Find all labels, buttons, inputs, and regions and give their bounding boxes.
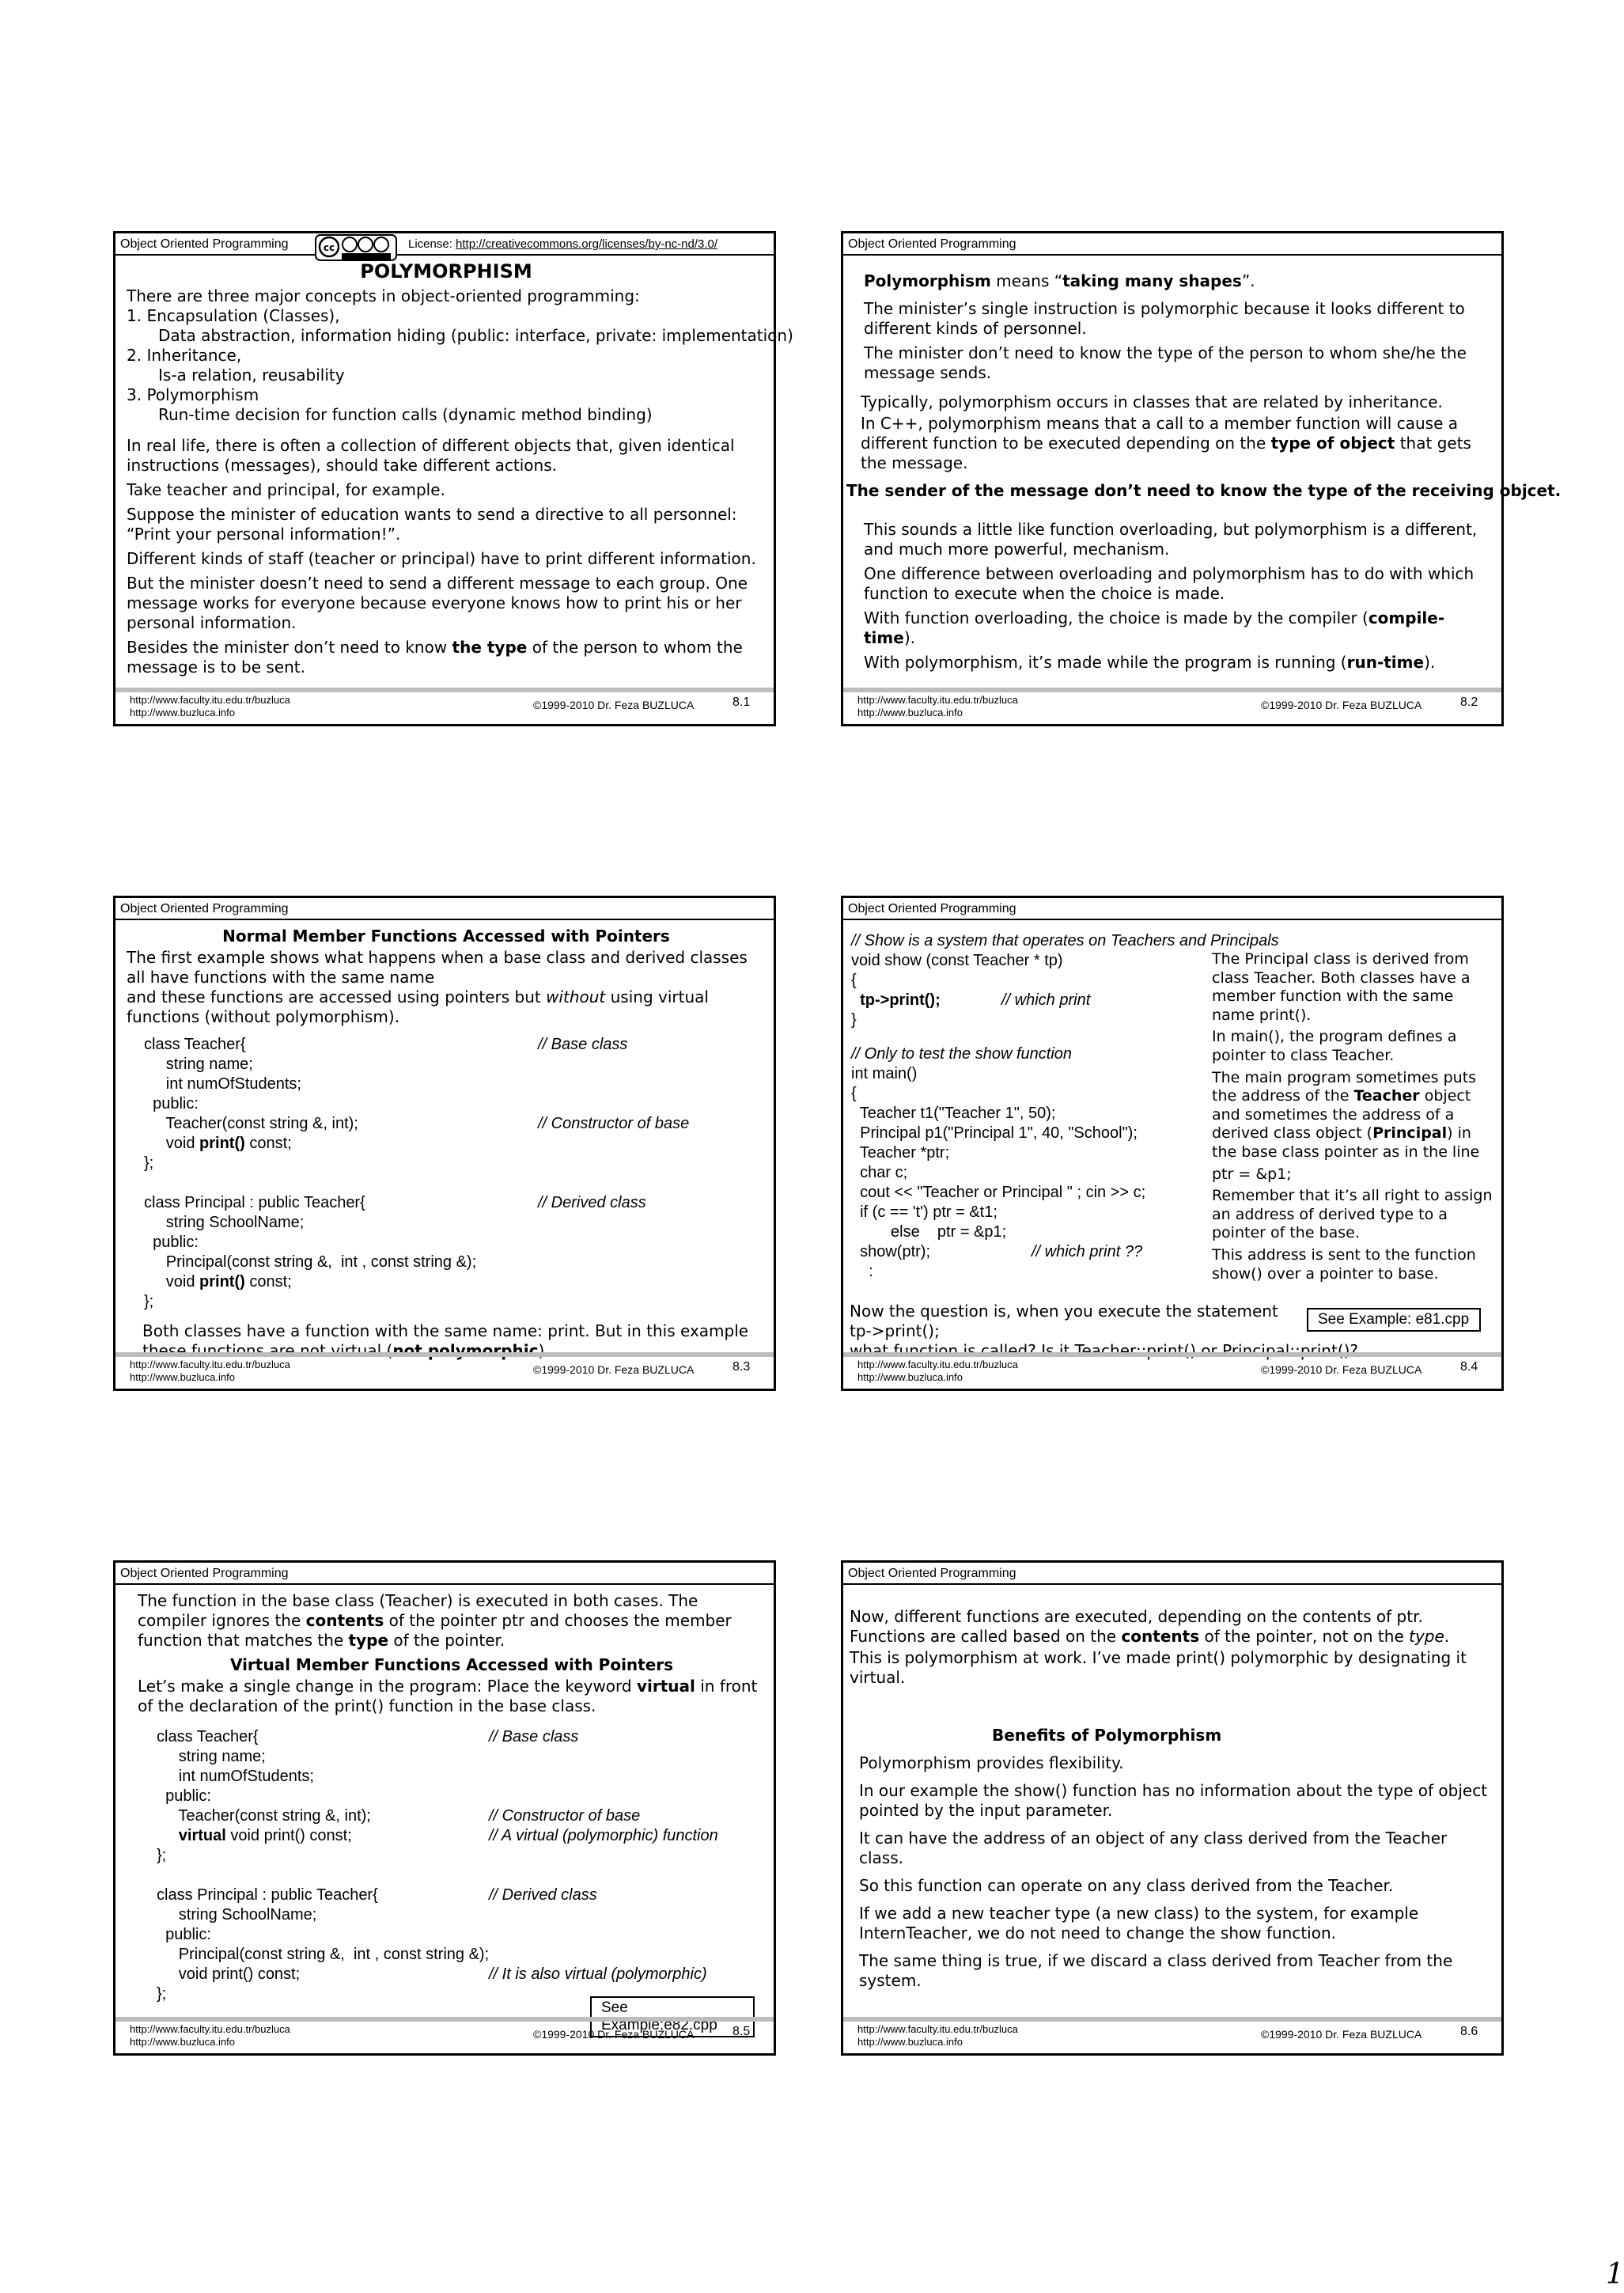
bold-text: taking many shapes: [1062, 271, 1242, 290]
code-line: [157, 1806, 766, 1826]
benefit-item: Polymorphism provides flexibility.: [859, 1753, 1124, 1772]
footer-link-site[interactable]: http://www.buzluca.info: [130, 1371, 235, 1383]
code-line: };: [157, 1847, 167, 1864]
slide-number: 8.2: [1460, 695, 1478, 709]
slide-footer: [115, 2017, 774, 2053]
text: Both classes have a function with the same name: print. But in this example these functions are not virtual (: [142, 1321, 749, 1360]
code-line: [851, 1242, 1215, 1262]
paragraph: Typically, polymorphism occurs in classes that are related by inheritance.: [861, 392, 1443, 411]
code-comment: // Base class: [538, 1036, 628, 1053]
footer-link-site[interactable]: http://www.buzluca.info: [857, 1371, 963, 1383]
slide-header: [115, 1563, 774, 1585]
slide-footer: [843, 2017, 1501, 2053]
code-line: {: [851, 1085, 857, 1102]
code-line: int numOfStudents;: [144, 1075, 301, 1093]
paragraph: [127, 987, 766, 1027]
code-line: int main(): [851, 1065, 918, 1082]
code-line: [851, 991, 1215, 1010]
slide-body: [127, 925, 766, 1366]
slide-header: [843, 898, 1501, 920]
code-comment: // Show is a system that operates on Teachers and Principals: [851, 932, 1279, 949]
paragraph: Remember that it’s all right to assign an address of derived type to a pointer of the base.: [1212, 1187, 1493, 1242]
slide-header: [843, 1563, 1501, 1585]
slide-8-4: [841, 896, 1504, 1391]
paragraph: In main(), the program defines a pointer to class Teacher.: [1212, 1028, 1457, 1064]
slide-footer: [115, 1352, 774, 1389]
footer-link-faculty[interactable]: http://www.faculty.itu.edu.tr/buzluca: [130, 2023, 290, 2035]
bold-text: type of object: [1270, 434, 1395, 453]
code-bold: print(): [199, 1135, 245, 1152]
text: With polymorphism, it’s made while the program is running (: [864, 653, 1347, 672]
benefit-item: If we add a new teacher type (a new class) to the system, for example InternTeacher, we do not need to change the show function.: [859, 1904, 1419, 1942]
text: object and sometimes the address of a derived class object (: [1212, 1087, 1471, 1143]
code-bold: tp->print();: [851, 991, 941, 1009]
concept-3: 3. Polymorphism: [127, 385, 259, 404]
code-line: [157, 1826, 766, 1846]
text: .: [1444, 1627, 1450, 1646]
concept-2: 2. Inheritance,: [127, 346, 242, 365]
bold-text: type: [348, 1631, 389, 1650]
text: ).: [538, 1341, 550, 1360]
slide-8-6: [841, 1560, 1504, 2056]
copyright: ©1999-2010 Dr. Feza BUZLUCA: [533, 1363, 695, 1376]
code-comment: // which print ??: [1032, 1243, 1143, 1260]
code-line: Teacher t1("Teacher 1", 50);: [851, 1105, 1056, 1122]
code-comment: // Only to test the show function: [851, 1045, 1073, 1063]
concept-2-detail: Is-a relation, reusability: [158, 366, 345, 385]
text: that gets the message.: [861, 434, 1471, 472]
code-comment: // It is also virtual (polymorphic): [489, 1965, 707, 1983]
paragraph: [127, 638, 766, 677]
italic-text: without: [546, 987, 606, 1006]
license: [408, 233, 717, 256]
code-line: char c;: [851, 1164, 908, 1181]
slide-8-5: [113, 1560, 776, 2056]
code-line: public:: [144, 1234, 199, 1251]
footer-link-site[interactable]: http://www.buzluca.info: [857, 2036, 963, 2048]
code-line: [157, 1727, 766, 1747]
concept-1-detail: Data abstraction, information hiding (public: interface, private: implementation): [158, 326, 793, 345]
slide-number: 8.6: [1460, 2025, 1478, 2038]
text: of the pointer ptr and chooses the member function that matches the: [138, 1611, 732, 1650]
code-text: Teacher(const string &, int);: [157, 1807, 371, 1825]
code-line: :: [851, 1263, 873, 1280]
slide-footer: [843, 1352, 1501, 1389]
header-text: Object Oriented Programming: [848, 237, 1016, 251]
text: Let’s make a single change in the program: Place the keyword: [138, 1677, 637, 1696]
code-line: string name;: [157, 1748, 266, 1765]
paragraph: [854, 414, 1493, 473]
license-label: License:: [408, 237, 452, 251]
slide-title: Normal Member Functions Accessed with Pointers: [222, 927, 670, 946]
paragraph: The first example shows what happens when a base class and derived classes all have functions with the same name: [127, 948, 748, 987]
text: In C++, polymorphism means that a call to a member function will cause a different function to be executed depending on the: [861, 414, 1458, 453]
slide-8-1: [113, 231, 793, 726]
paragraph: ptr = &p1;: [1212, 1165, 1292, 1183]
code-block: [157, 1727, 766, 2004]
paragraph: The Principal class is derived from class Teacher. Both classes have a member function with the same name print().: [1212, 950, 1471, 1024]
code-line: };: [144, 1293, 154, 1310]
text: means “: [990, 271, 1063, 290]
code-text: class Teacher{: [144, 1036, 246, 1053]
text: The main program sometimes puts the address of the: [1212, 1068, 1477, 1105]
slide-body: [138, 1591, 766, 2004]
paragraph: [138, 1677, 766, 1716]
slide-number: 8.3: [733, 1360, 751, 1374]
paragraph: [854, 608, 1493, 648]
footer-link-faculty[interactable]: http://www.faculty.itu.edu.tr/buzluca: [857, 1359, 1018, 1370]
footer-link-faculty[interactable]: http://www.faculty.itu.edu.tr/buzluca: [857, 2023, 1018, 2035]
code-comment: // Derived class: [489, 1886, 597, 1904]
text: With function overloading, the choice is made by the compiler (: [864, 608, 1368, 627]
footer-link-site[interactable]: http://www.buzluca.info: [130, 707, 235, 718]
code-line: }: [851, 1011, 857, 1029]
concept-3-detail: Run-time decision for function calls (dynamic method binding): [158, 405, 653, 424]
copyright: ©1999-2010 Dr. Feza BUZLUCA: [533, 2028, 695, 2041]
code-line: Principal(const string &, int , const string &);: [144, 1253, 477, 1271]
section-title: Virtual Member Functions Accessed with Pointers: [229, 1655, 674, 1674]
paragraph: But the minister doesn’t need to send a different message to each group. One message works for everyone because everyone knows how to print his or her personal information.: [127, 574, 748, 632]
copyright: ©1999-2010 Dr. Feza BUZLUCA: [1261, 2028, 1422, 2041]
text: using virtual functions (without polymorphism).: [127, 987, 709, 1026]
bold-text: contents: [1121, 1627, 1200, 1646]
benefit-item: In our example the show() function has no information about the type of object pointed by the input parameter.: [859, 1781, 1488, 1820]
text: ”.: [1241, 271, 1255, 290]
code-bold: print(): [199, 1273, 245, 1291]
paragraph: This sounds a little like function overloading, but polymorphism is a different, and much more powerful, mechanism.: [864, 520, 1478, 559]
copyright: ©1999-2010 Dr. Feza BUZLUCA: [1261, 1363, 1422, 1376]
example-reference: See Example: e81.cpp: [1307, 1308, 1481, 1332]
text: Besides the minister don’t need to know: [127, 638, 452, 657]
slide-number: 8.5: [733, 2025, 751, 2038]
bold-text: run-time: [1346, 653, 1425, 672]
code-comment: // Constructor of base: [489, 1807, 641, 1825]
bold-text: Teacher: [1353, 1087, 1420, 1105]
paragraph: The minister don’t need to know the type of the person to whom she/he the message sends.: [864, 343, 1467, 382]
bold-text: compile-time: [864, 608, 1445, 647]
key-statement: The sender of the message don’t need to know the type of the receiving objcet.: [846, 481, 1562, 500]
code-line: if (c == 't') ptr = &t1;: [851, 1203, 997, 1221]
example-reference: See Example:e82.cpp: [590, 1996, 755, 2037]
text: in front of the declaration of the print() function in the base class.: [138, 1677, 758, 1715]
svg-text:cc: cc: [323, 242, 335, 253]
paragraph: Take teacher and principal, for example.: [127, 480, 445, 499]
slide-body: [127, 260, 793, 682]
code-line: string SchoolName;: [144, 1214, 305, 1231]
code-text: Teacher(const string &, int);: [144, 1115, 358, 1132]
header-text: Object Oriented Programming: [848, 1567, 1016, 1580]
code-text: class Principal : public Teacher{: [144, 1194, 365, 1211]
paragraph: This address is sent to the function show() over a pointer to base.: [1212, 1245, 1476, 1283]
copyright: ©1999-2010 Dr. Feza BUZLUCA: [533, 699, 695, 711]
code-line: [157, 1886, 766, 1905]
question-text: what function is called? Is it Teacher::print() or Principal::print()?: [850, 1341, 1359, 1360]
paragraph: The minister’s single instruction is polymorphic because it looks different to different kinds of personnel.: [864, 299, 1465, 338]
footer-link-site[interactable]: http://www.buzluca.info: [130, 2036, 235, 2048]
code-comment: // A virtual (polymorphic) function: [489, 1827, 718, 1844]
slide-8-3: [113, 896, 776, 1391]
code-line: public:: [157, 1926, 211, 1943]
explanation-column: [1212, 950, 1498, 1287]
footer-link-faculty[interactable]: http://www.faculty.itu.edu.tr/buzluca: [130, 1359, 290, 1370]
header-text: Object Oriented Programming: [848, 902, 1016, 915]
code-line: string SchoolName;: [157, 1906, 317, 1923]
code-comment: // which print: [1001, 991, 1091, 1009]
benefit-item: The same thing is true, if we discard a class derived from Teacher from the system.: [859, 1951, 1453, 1990]
code-line: [144, 1134, 766, 1154]
paragraph: In real life, there is often a collection of different objects that, given identical instructions (messages), should take different actions.: [127, 436, 735, 475]
code-block: [851, 931, 1279, 1282]
bold-text: Polymorphism: [864, 271, 991, 290]
bold-text: virtual: [636, 1677, 695, 1696]
paragraph: Different kinds of staff (teacher or principal) have to print different information.: [127, 549, 756, 568]
paragraph: Suppose the minister of education wants to send a directive to all personnel: “Print your personal information!”.: [127, 505, 737, 544]
code-text: const;: [244, 1273, 292, 1291]
text: and these functions are accessed using pointers but: [127, 987, 547, 1006]
slide-header: [843, 233, 1501, 256]
bold-text: not polymorphic: [392, 1341, 539, 1360]
header-text: Object Oriented Programming: [120, 902, 289, 915]
code-text: show(ptr);: [851, 1243, 931, 1260]
code-line: [157, 1965, 766, 1984]
code-line: [144, 1272, 766, 1292]
slide-8-2: [841, 231, 1562, 726]
code-line: cout << "Teacher or Principal " ; cin >> c;: [851, 1184, 1146, 1201]
paragraph: One difference between overloading and polymorphism has to do with which function to execute when the choice is made.: [864, 564, 1474, 603]
code-line: Principal(const string &, int , const string &);: [157, 1946, 490, 1963]
text: ) in the base class pointer as in the line: [1212, 1124, 1480, 1161]
intro-text: There are three major concepts in object-oriented programming:: [127, 286, 640, 305]
code-line: {: [851, 972, 857, 989]
code-comment: // Constructor of base: [538, 1115, 690, 1132]
code-line: [144, 1193, 766, 1213]
paragraph: [854, 271, 1493, 291]
concept-1: 1. Encapsulation (Classes),: [127, 306, 340, 325]
code-line: Teacher *ptr;: [851, 1144, 950, 1162]
benefit-item: It can have the address of an object of any class derived from the Teacher class.: [859, 1829, 1448, 1867]
code-line: [144, 1114, 766, 1134]
bold-text: contents: [305, 1611, 384, 1630]
code-line: public:: [144, 1095, 199, 1112]
code-comment: // Base class: [489, 1728, 579, 1745]
text: Now, different functions are executed, depending on the contents of ptr. Functions are called based on the: [850, 1607, 1423, 1646]
slide-body: [850, 1607, 1493, 1999]
bold-text: the type: [452, 638, 528, 657]
question-code: tp->print();: [850, 1321, 940, 1340]
slide-header: [115, 898, 774, 920]
code-line: public:: [157, 1787, 211, 1805]
paragraph: [138, 1591, 766, 1651]
paragraph: [1212, 1069, 1498, 1162]
code-line: [144, 1035, 766, 1055]
code-line: int numOfStudents;: [157, 1768, 314, 1785]
copyright: ©1999-2010 Dr. Feza BUZLUCA: [1261, 699, 1422, 711]
bold-text: Principal: [1372, 1124, 1448, 1143]
slide-number: 8.1: [733, 695, 751, 709]
header-text: Object Oriented Programming: [120, 1567, 289, 1580]
code-text: const;: [244, 1135, 292, 1152]
creative-commons-logo-icon: [315, 233, 397, 262]
code-line: Principal p1("Principal 1", 40, "School");: [851, 1124, 1138, 1142]
footer-link-site[interactable]: http://www.buzluca.info: [857, 707, 963, 718]
paragraph: [854, 653, 1493, 673]
code-comment: // Derived class: [538, 1194, 646, 1211]
text: ).: [903, 628, 915, 647]
code-text: void print() const;: [225, 1827, 352, 1844]
text: of the pointer, not on the: [1199, 1627, 1410, 1646]
code-text: class Principal : public Teacher{: [157, 1886, 378, 1904]
license-link[interactable]: http://creativecommons.org/licenses/by-nc-nd/3.0/: [456, 237, 718, 251]
question-text: Now the question is, when you execute the statement: [850, 1302, 1278, 1321]
code-line: void show (const Teacher * tp): [851, 952, 1063, 969]
code-line: };: [157, 1985, 167, 2003]
paragraph: This is polymorphism at work. I’ve made print() polymorphic by designating it virtual.: [850, 1648, 1467, 1687]
benefit-item: So this function can operate on any class derived from the Teacher.: [859, 1876, 1394, 1895]
slide-footer: [115, 688, 774, 724]
code-line: else ptr = &p1;: [851, 1223, 1007, 1241]
code-bold: virtual: [157, 1827, 226, 1844]
text: of the pointer.: [388, 1631, 505, 1650]
code-text: void: [144, 1273, 200, 1291]
slide-footer: [843, 688, 1501, 724]
section-title: Benefits of Polymorphism: [992, 1726, 1222, 1745]
page-number: 1: [1606, 2258, 1624, 2291]
footer-link-faculty[interactable]: http://www.faculty.itu.edu.tr/buzluca: [857, 694, 1018, 706]
code-block: [144, 1035, 766, 1312]
paragraph: [850, 1607, 1493, 1647]
footer-link-faculty[interactable]: http://www.faculty.itu.edu.tr/buzluca: [130, 694, 290, 706]
header-text: Object Oriented Programming: [120, 237, 289, 251]
text: The function in the base class (Teacher) is executed in both cases. The compiler ignores the: [138, 1591, 698, 1630]
code-text: void print() const;: [157, 1965, 301, 1983]
slide-number: 8.4: [1460, 1360, 1478, 1374]
code-text: class Teacher{: [157, 1728, 259, 1745]
text: of the person to whom the message is to be sent.: [127, 638, 743, 677]
code-line: string name;: [144, 1056, 253, 1073]
slide-title: POLYMORPHISM: [360, 260, 532, 282]
text: ).: [1424, 653, 1436, 672]
code-text: void: [144, 1135, 200, 1152]
code-line: };: [144, 1154, 154, 1172]
italic-text: type: [1409, 1627, 1444, 1646]
slide-body: [846, 271, 1562, 677]
